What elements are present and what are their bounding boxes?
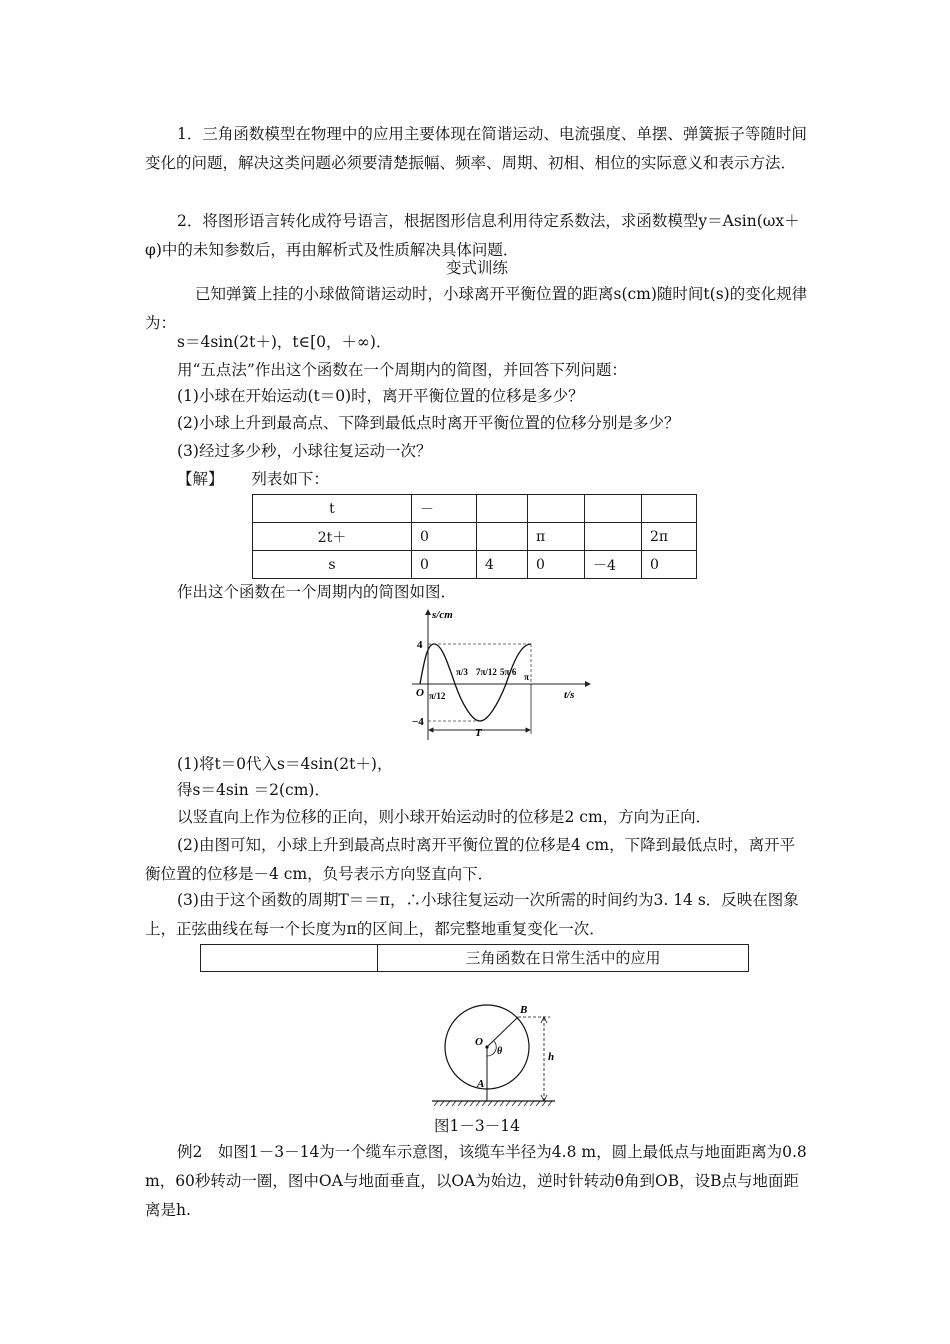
center-dot	[485, 1045, 488, 1048]
table-cell: 0	[412, 551, 477, 579]
table-cell: 0	[412, 523, 477, 551]
label-b: B	[520, 1004, 528, 1016]
table-cell	[642, 495, 697, 523]
question-2: (2)小球上升到最高点、下降到最低点时离开平衡位置的位移分别是多少？	[177, 414, 680, 432]
table-cell	[477, 495, 528, 523]
origin-label: O	[416, 687, 424, 699]
y-tick-bottom: −4	[412, 716, 424, 728]
x-tick-3: 5π/6	[500, 667, 517, 677]
table-cell: 2t＋	[253, 523, 412, 551]
y-axis-label: s/cm	[432, 609, 453, 621]
x-tick-neg: π/12	[429, 691, 446, 701]
table-cell	[477, 523, 528, 551]
table-cell: 4	[477, 551, 528, 579]
table-cell	[585, 495, 642, 523]
solution-intro: 列表如下：	[251, 470, 329, 488]
table-row	[253, 495, 697, 523]
label-theta: θ	[497, 1046, 503, 1057]
answer-1a: (1)将t＝0代入s＝4sin(2t＋)，	[177, 755, 393, 773]
solution-line	[177, 465, 841, 494]
label-a: A	[477, 1078, 485, 1090]
ground-hatch	[434, 1101, 552, 1106]
table-cell	[528, 495, 585, 523]
exercise-formula: s＝4sin(2t＋)，t∈[0，＋∞)．	[177, 333, 392, 351]
table-cell: t	[253, 495, 412, 523]
exercise-heading: 变式训练	[445, 259, 508, 277]
exercise-instruction: 用“五点法”作出这个函数在一个周期内的简图，并回答下列问题：	[177, 361, 627, 379]
y-tick-top: 4	[417, 639, 423, 651]
answer-1c: 以竖直向上作为位移的正向，则小球开始运动时的位移是2 cm，方向为正向．	[177, 808, 712, 826]
answer-2: (2)由图可知，小球上升到最高点时离开平衡位置的位移是4 cm，下降到最低点时，离开平衡位置的位移是－4 cm，负号表示方向竖直向下．	[145, 836, 796, 883]
figure-caption: 图1－3－14	[434, 1117, 520, 1135]
table-cell: －4	[585, 551, 642, 579]
table-cell: 0	[528, 551, 585, 579]
table-cell: 2π	[642, 523, 697, 551]
label-h: h	[548, 1051, 555, 1063]
x-axis-label: t/s	[564, 689, 575, 701]
answer-3: (3)由于这个函数的周期T＝＝π，∴小球往复运动一次所需的时间约为3. 14 s．反映在图象上，正弦曲线在每一个长度为π的区间上，都完整地重复变化一次．	[145, 891, 799, 938]
table-cell: s	[253, 551, 412, 579]
intro-paragraph-1: 1．三角函数模型在物理中的应用主要体现在简谐运动、电流强度、单摆、弹簧振子等随时间变化的问题，解决这类问题必须要清楚振幅、频率、周期、初相、相位的实际意义和表示方法．	[145, 125, 807, 172]
table-cell	[585, 523, 642, 551]
question-1: (1)小球在开始运动(t＝0)时，离开平衡位置的位移是多少？	[177, 387, 584, 405]
graph-caption: 作出这个函数在一个周期内的简图如图．	[177, 583, 457, 601]
sine-graph	[390, 604, 600, 744]
section-title-blank-cell	[201, 945, 378, 971]
table-row	[253, 551, 697, 579]
x-tick-4: π	[524, 672, 529, 682]
table-cell: 0	[642, 551, 697, 579]
exercise-problem: 已知弹簧上挂的小球做简谐运动时，小球离开平衡位置的距离s(cm)随时间t(s)的变化规律为：	[145, 285, 808, 332]
solution-label: 【解】	[177, 470, 224, 488]
answer-1b: 得s＝4sin ＝2(cm)．	[177, 781, 330, 799]
section-title: 三角函数在日常生活中的应用	[465, 949, 661, 967]
section-title-table	[200, 944, 749, 972]
period-label: T	[475, 727, 482, 739]
cable-car-diagram	[420, 1000, 570, 1110]
question-3: (3)经过多少秒，小球往复运动一次？	[177, 442, 432, 460]
x-tick-2: 7π/12	[476, 667, 497, 677]
radius-ob	[487, 1017, 518, 1047]
x-tick-1: π/3	[456, 667, 468, 677]
value-table	[252, 494, 697, 579]
table-row	[253, 523, 697, 551]
table-cell: π	[528, 523, 585, 551]
table-cell: －	[412, 495, 477, 523]
label-o: O	[475, 1036, 483, 1048]
example-2: 例2 如图1－3－14为一个缆车示意图，该缆车半径为4.8 m，圆上最低点与地面距离为0.8 m，60秒转动一圈，图中OA与地面垂直，以OA为始边，逆时针转动θ角到OB，设B点与地面距离是h.	[145, 1143, 807, 1219]
theta-arc	[487, 1041, 496, 1056]
sine-curve	[420, 644, 531, 721]
intro-paragraph-2: 2．将图形语言转化成符号语言，根据图形信息利用待定系数法，求函数模型y＝Asin(ωx＋φ)中的未知参数后，再由解析式及性质解决具体问题．	[145, 212, 800, 259]
